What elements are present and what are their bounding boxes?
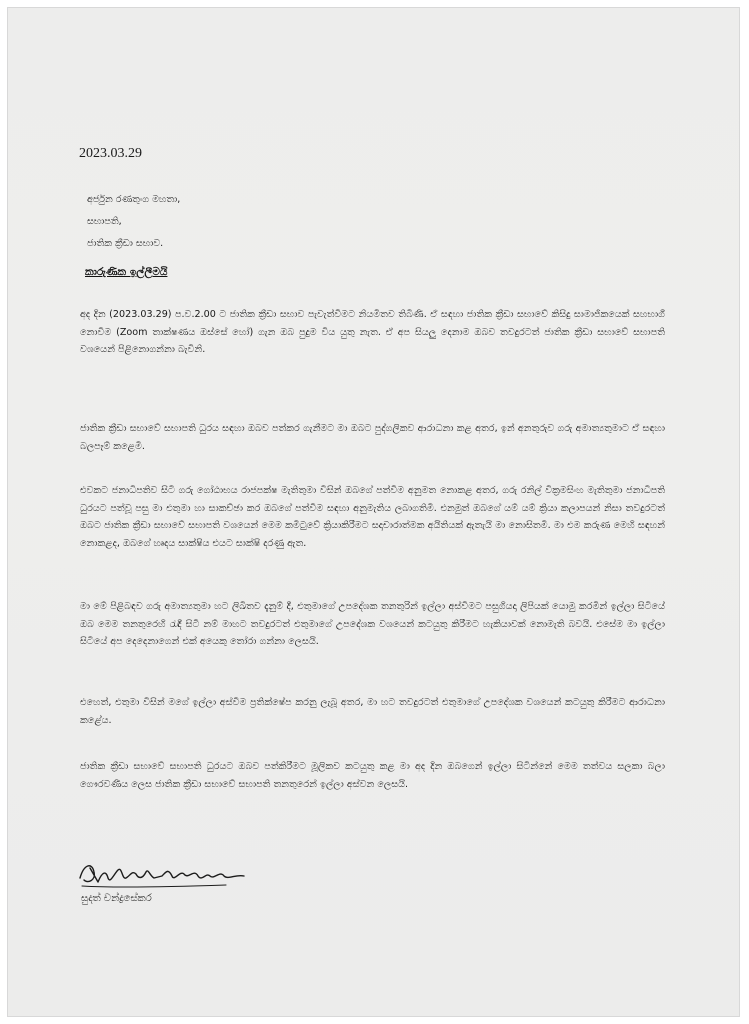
paragraph-5: එහෙත්, එතුමා විසින් මගේ ඉල්ලා අස්වීම ප්‍රතික්ෂේප කරනු ලැබූ අතර, මා හට තවදුරටත් එතුමාගේ උපදේශක වශයෙන් කටයුතු කිරීමට ආරාධනා කළේය. xyxy=(80,697,665,726)
signatory-name: සුදත් චන්ද්‍රසේකර xyxy=(81,893,152,904)
paragraph-1: අද දින (2023.03.29) ප.ව.2.00 ට ජාතික ක්‍රීඩා සභාව පැවැත්වීමට නියමිතව තිබිණි. ඒ සඳහා ජාතික ක්‍රීඩා සභාවේ කිසිදු සාමාජිකයෙක් සහභාගී නොවීම (Zoom තාක්ෂණය ඔස්සේ හෝ) ගැන ඔබ පුදුම විය යුතු නැත. ඒ අප සියලු දෙනාම ඔබව තවදුරටත් ජාතික ක්‍රීඩා සභාවේ සභාපති වශයෙන් පිළිනොගන්නා බැවිනි. xyxy=(80,309,665,356)
recipient-name: අර්ජුන රණතුංග මහතා, xyxy=(87,194,181,205)
letter-page xyxy=(8,8,739,1016)
letter-date: 2023.03.29 xyxy=(79,146,142,161)
recipient-organization: ජාතික ක්‍රීඩා සභාව. xyxy=(87,238,164,249)
paragraph-4: මා මේ පිළිබඳව ගරු අමාත්‍යතුමා හට ලිඛිතව දැනුම් දී, එතුමාගේ උපදේශක තනතුරින් ඉල්ලා අස්වීමට පසුගියදා ලිපියක් යොමු කරමින් ඉල්ලා සිටියේ ඔබ මෙම තනතුරෙහි රැඳී සිටී නම් මාහට තවදුරටත් එතුමාගේ උපදේශක වශයෙන් කටයුතු කිරීමට හැකියාවක් නොමැති බවයි. එසේම මා ඉල්ලා සිටියේ අප දෙදෙනාගෙන් එක් අයෙකු තෝරා ගන්නා ලෙසයි. xyxy=(80,601,665,648)
letter-subject: කාරුණික ඉල්ලීමයි xyxy=(85,266,168,278)
recipient-title: සභාපති, xyxy=(87,216,122,227)
paragraph-2: ජාතික ක්‍රීඩා සභාවේ සභාපති ධුරය සඳහා ඔබව පත්කර ගැනීමට මා ඔබට පුද්ගලිකව ආරාධනා කළ අතර, ඉන් අනතුරුව ගරු අමාත්‍යතුමාට ඒ සඳහා බලපෑම් කළෙමි. xyxy=(80,423,665,452)
handwritten-signature xyxy=(76,858,266,894)
paragraph-6: ජාතික ක්‍රීඩා සභාවේ සභාපති ධුරයට ඔබව පත්කිරීමට මූලිකව කටයුතු කළ මා අද දින ඔබගෙන් ඉල්ලා සිටින්නේ මෙම තත්වය සලකා බලා ගෞරවණීය ලෙස ජාතික ක්‍රීඩා සභාවේ සභාපති තනතුරෙන් ඉල්ලා අස්වන ලෙසයි. xyxy=(80,761,665,790)
paragraph-3: එවකට ජනාධිපතිව සිටි ගරු ගෝඨාභය රාජපක්ෂ මැතිතුමා විසින් ඔබගේ පත්වීම අනුමත නොකළ අතර, ගරු රනිල් වික්‍රමසිංහ මැතිතුමා ජනාධිපති ධුරයට පත්වූ පසු මා එතුමා හා සාකච්ඡා කර ඔබගේ පත්වීම සඳහා අනුමැතිය ලබාගතිමි. එනමුත් ඔබගේ යම් යම් ක්‍රියා කලාපයන් නිසා තවදුරටත් ඔබට ජාතික ක්‍රීඩා සභාවේ සභාපති වශයෙන් මෙම කමිටුවේ ක්‍රියාකිරීමට සදාචාරාත්මක අයිතියක් ඇතැයි මා නොසිතමි. මා එම කරුණ මෙහි සඳහන් නොකළද, ඔබගේ හෘදය සාක්ෂිය එයට සාක්ෂි දරණු ඇත. xyxy=(80,485,665,549)
